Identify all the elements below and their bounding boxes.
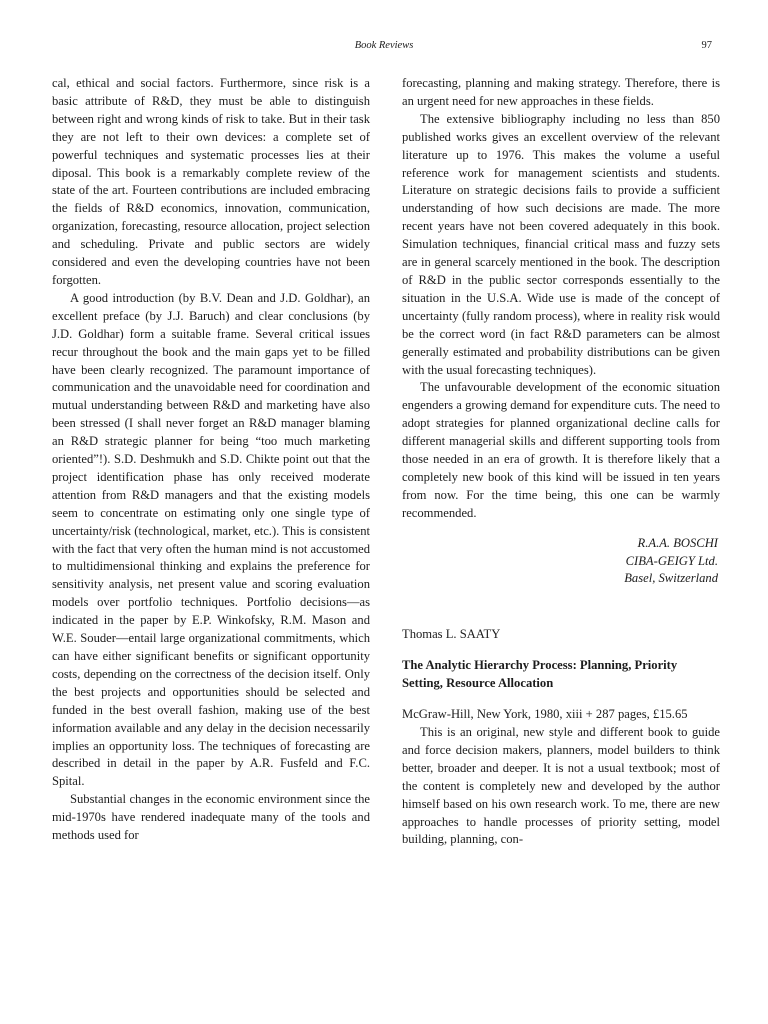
reviewer-name: R.A.A. BOSCHI	[637, 535, 718, 550]
running-head	[0, 40, 768, 56]
left-paragraph-2: A good introduction (by B.V. Dean and J.D. Goldhar), an excellent preface (by J.J. Baruch) and clear conclusions (by J.D. Goldhar) form a suitable frame. Several critical issues recur throughout the book and the main gaps yet to be filled have been clearly recognized. The paramount importance of communication and the unavoidable need for coordination and mutual understanding between R&D and marketing have also been stressed (I shall never forget an R&D manager blaming an R&D strategic planner for being “too much marketing oriented”!). S.D. Deshmukh and S.D. Chikte point out that the project identification phase has only received moderate attention from R&D managers and that the existing models seem to concentrate on estimating only one single type of uncertainty/risk (technological, market, etc.). This is consistent with the fact that very often the human mind is not accustomed to multidimensional thinking and explains the preference for sensitivity analysis, net present value and scoring evaluation models over portfolio techniques. Portfolio decisions—as indicated in the paper by E.P. Winkofsky, R.M. Mason and W.E. Souder—entail large organizational commitments, which can have either significant benefits or significant opportunity costs, depending on the correctness of the decision itself. Only the best projects and opportunities should be selected and funded in the best overall fashion, making use of the best information available and any delay in the decision necessarily implies an opportunity loss. The techniques of forecasting are described in detail in the paper by A.R. Fusfeld and F.C. Spital.	[52, 290, 370, 789]
left-paragraph-1: cal, ethical and social factors. Furthermore, since risk is a basic attribute of R&D, they must be able to distinguish between right and wrong kinds of risk to take. But in their task they are not left to their own devices: a complete set of powerful techniques and systematic processes lies at their diposal. This book is a remarkably complete review of the state of the art. Fourteen contributions are included embracing the fields of R&D economics, innovation, communication, organization, forecasting, resource allocation, project selection and scheduling. Private and public sectors are widely considered and even the developing countries have not been forgotten.	[52, 76, 370, 287]
reviewer-company: CIBA-GEIGY Ltd.	[625, 553, 718, 568]
right-paragraph-2: The extensive bibliography including no less than 850 published works gives an excellent overview of the relevant literature up to 1976. This makes the volume a useful reference work for management scientists and students. Literature on strategic decisions fails to provide a sufficient understanding of how such decisions are made. The more recent years have not been covered adequately in this book. Simulation techniques, financial critical mass and fuzzy sets are in general scarcely mentioned in the book. The description of R&D in the public sector corresponds essentially to the situation in the U.S.A. Wide use is made of the concept of uncertainty (fully random process), where in reality risk would be the correct word (in fact R&D parameters can be almost generally estimated and probability distributions can be given with the usual forecasting techniques).	[402, 111, 720, 377]
book-title: The Analytic Hierarchy Process: Planning, Priority Setting, Resource Allocation	[402, 658, 678, 691]
page-number: 97	[701, 40, 712, 51]
left-paragraph-3: Substantial changes in the economic environment since the mid-1970s have rendered inadequate many of the tools and methods used for	[52, 792, 370, 843]
right-paragraph-1: forecasting, planning and making strategy. Therefore, there is an urgent need for new approaches in these fields.	[402, 76, 720, 108]
book-publisher-info: McGraw-Hill, New York, 1980, xiii + 287 pages, £15.65	[402, 707, 688, 722]
reviewer-location: Basel, Switzerland	[624, 571, 718, 586]
review-paragraph-1: This is an original, new style and different book to guide and force decision makers, planners, model builders to think better, broader and deeper. It is not a usual textbook; most of the content is completely new and developed by the author himself based on his own research work. To me, there are new approaches to handle processes of priority setting, model building, planning, con-	[402, 725, 720, 847]
left-column	[52, 75, 370, 845]
reviewer-signature	[402, 535, 720, 589]
right-paragraph-3: The unfavourable development of the economic situation engenders a growing demand for expenditure cuts. The need to adopt strategies for planned organizational decline calls for different managerial skills and different supporting tools from those needed in an era of growth. It is therefore likely that a completely new book of this kind will be issued in ten years from now. For the time being, this one can be warmly recommended.	[402, 380, 720, 520]
right-column	[402, 75, 720, 849]
book-author: Thomas L. SAATY	[402, 627, 501, 642]
running-title: Book Reviews	[354, 40, 414, 51]
